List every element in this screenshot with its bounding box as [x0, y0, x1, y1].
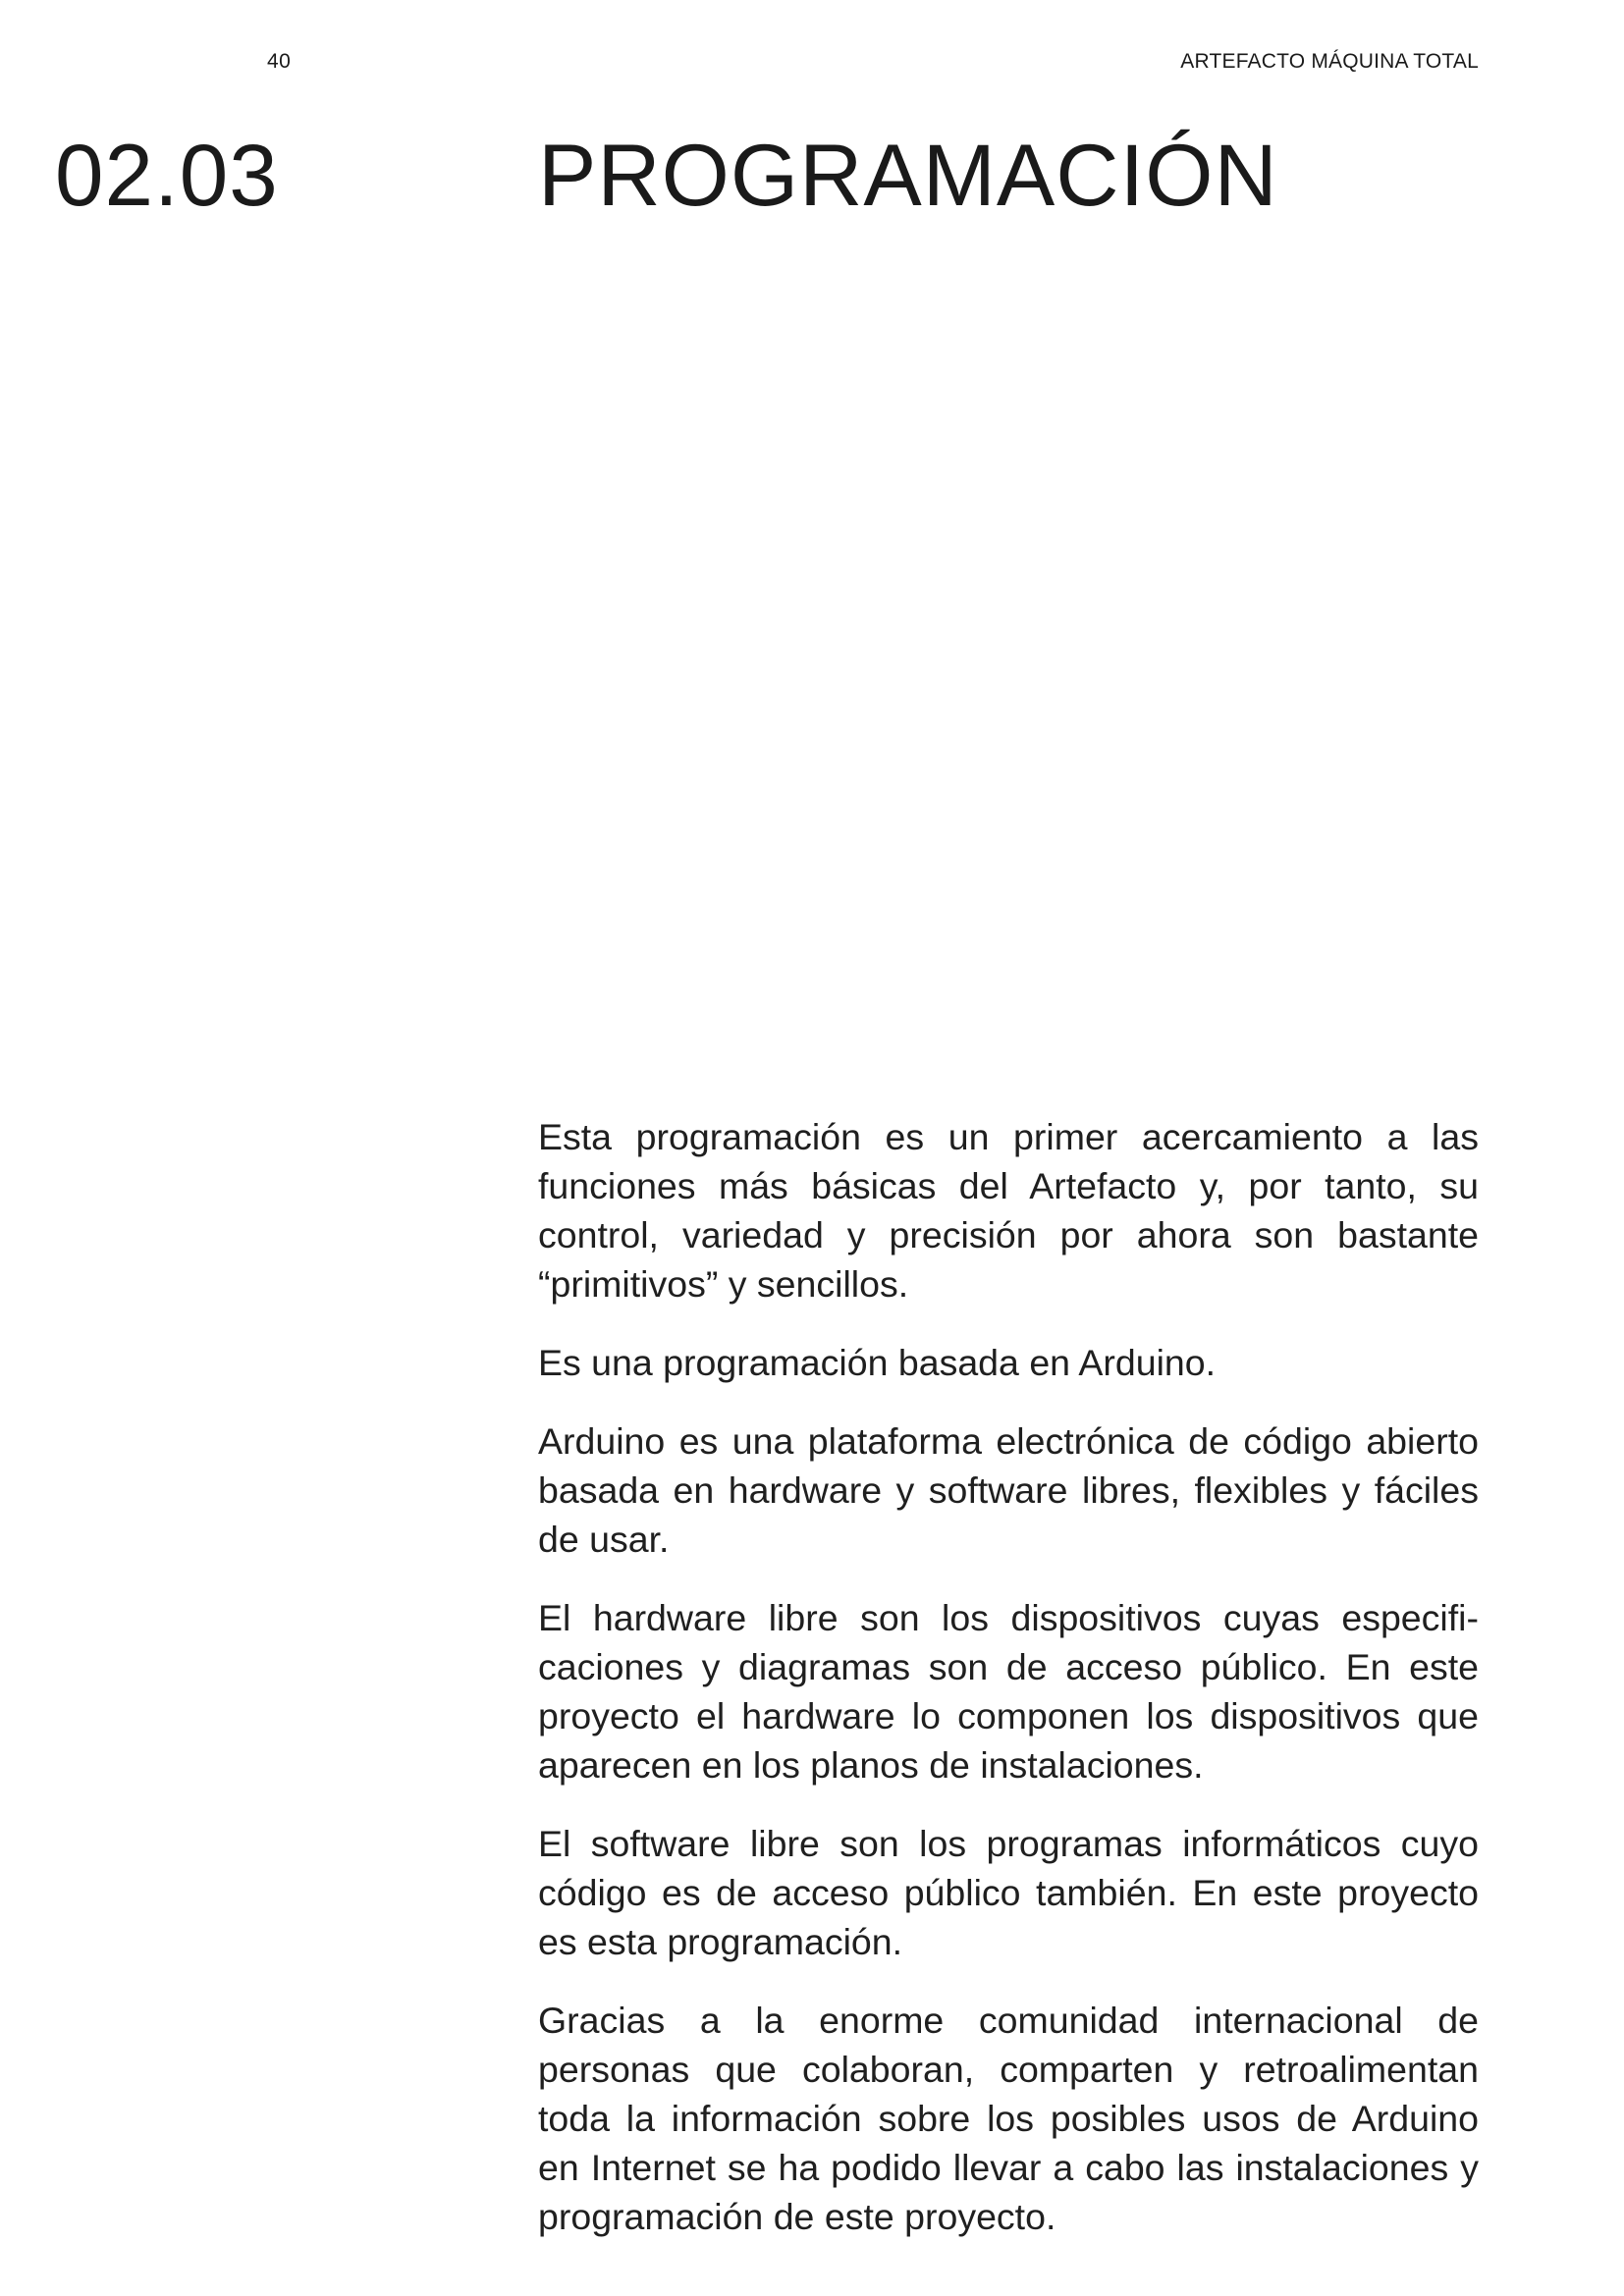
paragraph: Gracias a la enorme comunidad internacional de personas que colaboran, comparten y retroalimentan toda la información sobre los posibles usos de Arduino en Internet se ha podido llevar a cabo las instalaciones y programación de este proyecto.: [538, 2000, 1479, 2237]
section-title: PROGRAMACIÓN: [538, 126, 1278, 224]
paragraph: Esta programación es un primer acercamiento a las funciones más básicas del Artefacto y, por tanto, su control, variedad y precisión por ahora son bastante “primitivos” y sencillos.: [538, 1116, 1479, 1305]
paragraph: El software libre son los programas informáticos cuyo código es de acceso público también. En este proyecto es esta programación.: [538, 1823, 1479, 1962]
paragraph: Arduino es una plataforma electrónica de código abierto basada en hardware y software libres, flexibles y fáciles de usar.: [538, 1420, 1479, 1560]
paragraph: Es una programación basada en Arduino.: [538, 1342, 1217, 1383]
section-number: 02.03: [55, 126, 279, 224]
body-text: [538, 1112, 1479, 2270]
paragraph: El hardware libre son los dispositivos cuyas especificaciones y diagramas son de acceso público. En este proyecto el hardware lo componen los dispositivos que aparecen en los planos de instalaciones.: [538, 1597, 1479, 1786]
page-number: 40: [267, 50, 292, 73]
running-header: ARTEFACTO MÁQUINA TOTAL: [1180, 50, 1479, 73]
